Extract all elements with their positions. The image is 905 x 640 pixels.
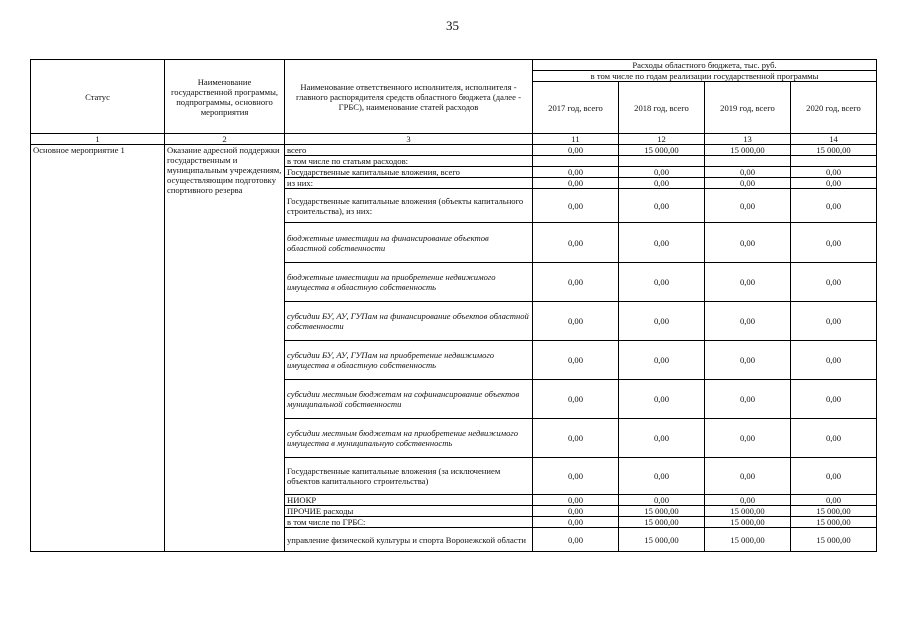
value-cell: 0,00	[533, 145, 619, 156]
row-label: НИОКР	[285, 495, 533, 506]
page-number: 35	[446, 18, 459, 33]
value-cell: 0,00	[791, 189, 877, 223]
column-number: 11	[533, 134, 619, 145]
row-label: субсидии местным бюджетам на приобретение недвижимого имущества в муниципальную собственность	[285, 419, 533, 458]
program-name-cell: Оказание адресной поддержки государственным и муниципальным учреждениям, осуществляющим подготовку спортивного резерва	[165, 145, 285, 552]
header-year: 2017 год, всего	[533, 82, 619, 134]
row-label: всего	[285, 145, 533, 156]
value-cell: 0,00	[533, 517, 619, 528]
column-number: 1	[31, 134, 165, 145]
value-cell: 0,00	[705, 495, 791, 506]
row-label: Государственные капитальные вложения (объекты капитального строительства), из них:	[285, 189, 533, 223]
value-cell	[791, 156, 877, 167]
header-program-name: Наименование государственной программы, подпрограммы, основного мероприятия	[165, 60, 285, 134]
header-year: 2019 год, всего	[705, 82, 791, 134]
value-cell: 15 000,00	[705, 528, 791, 552]
value-cell: 0,00	[619, 419, 705, 458]
value-cell: 0,00	[533, 380, 619, 419]
value-cell	[619, 156, 705, 167]
value-cell: 0,00	[791, 302, 877, 341]
row-label: в том числе по статьям расходов:	[285, 156, 533, 167]
value-cell: 0,00	[533, 189, 619, 223]
value-cell: 0,00	[705, 167, 791, 178]
value-cell: 15 000,00	[705, 145, 791, 156]
value-cell: 0,00	[533, 302, 619, 341]
row-label: субсидии БУ, АУ, ГУПам на приобретение недвижимого имущества в областную собственность	[285, 341, 533, 380]
value-cell	[705, 156, 791, 167]
value-cell: 0,00	[705, 419, 791, 458]
value-cell: 0,00	[791, 495, 877, 506]
value-cell: 0,00	[619, 167, 705, 178]
column-number: 12	[619, 134, 705, 145]
value-cell: 15 000,00	[791, 506, 877, 517]
row-label: Государственные капитальные вложения (за исключением объектов капитального строительства)	[285, 458, 533, 495]
value-cell: 15 000,00	[619, 517, 705, 528]
table-row	[31, 145, 877, 156]
value-cell: 0,00	[791, 419, 877, 458]
value-cell: 0,00	[533, 341, 619, 380]
value-cell: 0,00	[791, 341, 877, 380]
row-label: бюджетные инвестиции на финансирование объектов областной собственности	[285, 223, 533, 263]
value-cell	[533, 156, 619, 167]
value-cell: 0,00	[705, 380, 791, 419]
column-number: 14	[791, 134, 877, 145]
value-cell: 0,00	[791, 263, 877, 302]
value-cell: 0,00	[619, 380, 705, 419]
status-cell: Основное мероприятие 1	[31, 145, 165, 552]
column-number: 3	[285, 134, 533, 145]
value-cell: 15 000,00	[791, 145, 877, 156]
row-label: из них:	[285, 178, 533, 189]
value-cell: 0,00	[705, 458, 791, 495]
value-cell: 0,00	[533, 223, 619, 263]
value-cell: 0,00	[791, 223, 877, 263]
column-number: 2	[165, 134, 285, 145]
value-cell: 15 000,00	[619, 145, 705, 156]
row-label: субсидии местным бюджетам на софинансирование объектов муниципальной собственности	[285, 380, 533, 419]
header-expenses-title: Расходы областного бюджета, тыс. руб.	[533, 60, 877, 71]
row-label: субсидии БУ, АУ, ГУПам на финансирование объектов областной собственности	[285, 302, 533, 341]
value-cell: 15 000,00	[619, 528, 705, 552]
value-cell: 0,00	[533, 178, 619, 189]
header-executor: Наименование ответственного исполнителя, исполнителя - главного распорядителя средств областного бюджета (далее - ГРБС), наименование статей расходов	[285, 60, 533, 134]
value-cell: 0,00	[619, 178, 705, 189]
value-cell: 0,00	[619, 223, 705, 263]
value-cell: 15 000,00	[791, 517, 877, 528]
value-cell: 0,00	[791, 458, 877, 495]
value-cell: 0,00	[705, 178, 791, 189]
budget-table	[30, 59, 877, 552]
value-cell: 0,00	[619, 495, 705, 506]
header-status: Статус	[31, 60, 165, 134]
value-cell: 0,00	[705, 189, 791, 223]
value-cell: 0,00	[791, 380, 877, 419]
value-cell: 0,00	[619, 458, 705, 495]
value-cell: 15 000,00	[705, 517, 791, 528]
value-cell: 0,00	[533, 263, 619, 302]
value-cell: 15 000,00	[705, 506, 791, 517]
value-cell: 15 000,00	[791, 528, 877, 552]
row-label: бюджетные инвестиции на приобретение недвижимого имущества в областную собственность	[285, 263, 533, 302]
header-year: 2018 год, всего	[619, 82, 705, 134]
value-cell: 0,00	[533, 528, 619, 552]
value-cell: 0,00	[705, 302, 791, 341]
row-label: управление физической культуры и спорта Воронежской области	[285, 528, 533, 552]
value-cell: 0,00	[791, 167, 877, 178]
value-cell: 0,00	[619, 189, 705, 223]
value-cell: 0,00	[705, 263, 791, 302]
value-cell: 0,00	[533, 458, 619, 495]
value-cell: 0,00	[791, 178, 877, 189]
value-cell: 0,00	[705, 223, 791, 263]
header-years-subtitle: в том числе по годам реализации государственной программы	[533, 71, 877, 82]
value-cell: 0,00	[619, 263, 705, 302]
row-label: в том числе по ГРБС:	[285, 517, 533, 528]
header-year: 2020 год, всего	[791, 82, 877, 134]
value-cell: 0,00	[533, 506, 619, 517]
value-cell: 0,00	[705, 341, 791, 380]
value-cell: 15 000,00	[619, 506, 705, 517]
value-cell: 0,00	[619, 341, 705, 380]
row-label: Государственные капитальные вложения, всего	[285, 167, 533, 178]
column-number: 13	[705, 134, 791, 145]
value-cell: 0,00	[533, 419, 619, 458]
value-cell: 0,00	[533, 167, 619, 178]
value-cell: 0,00	[619, 302, 705, 341]
row-label: ПРОЧИЕ расходы	[285, 506, 533, 517]
value-cell: 0,00	[533, 495, 619, 506]
